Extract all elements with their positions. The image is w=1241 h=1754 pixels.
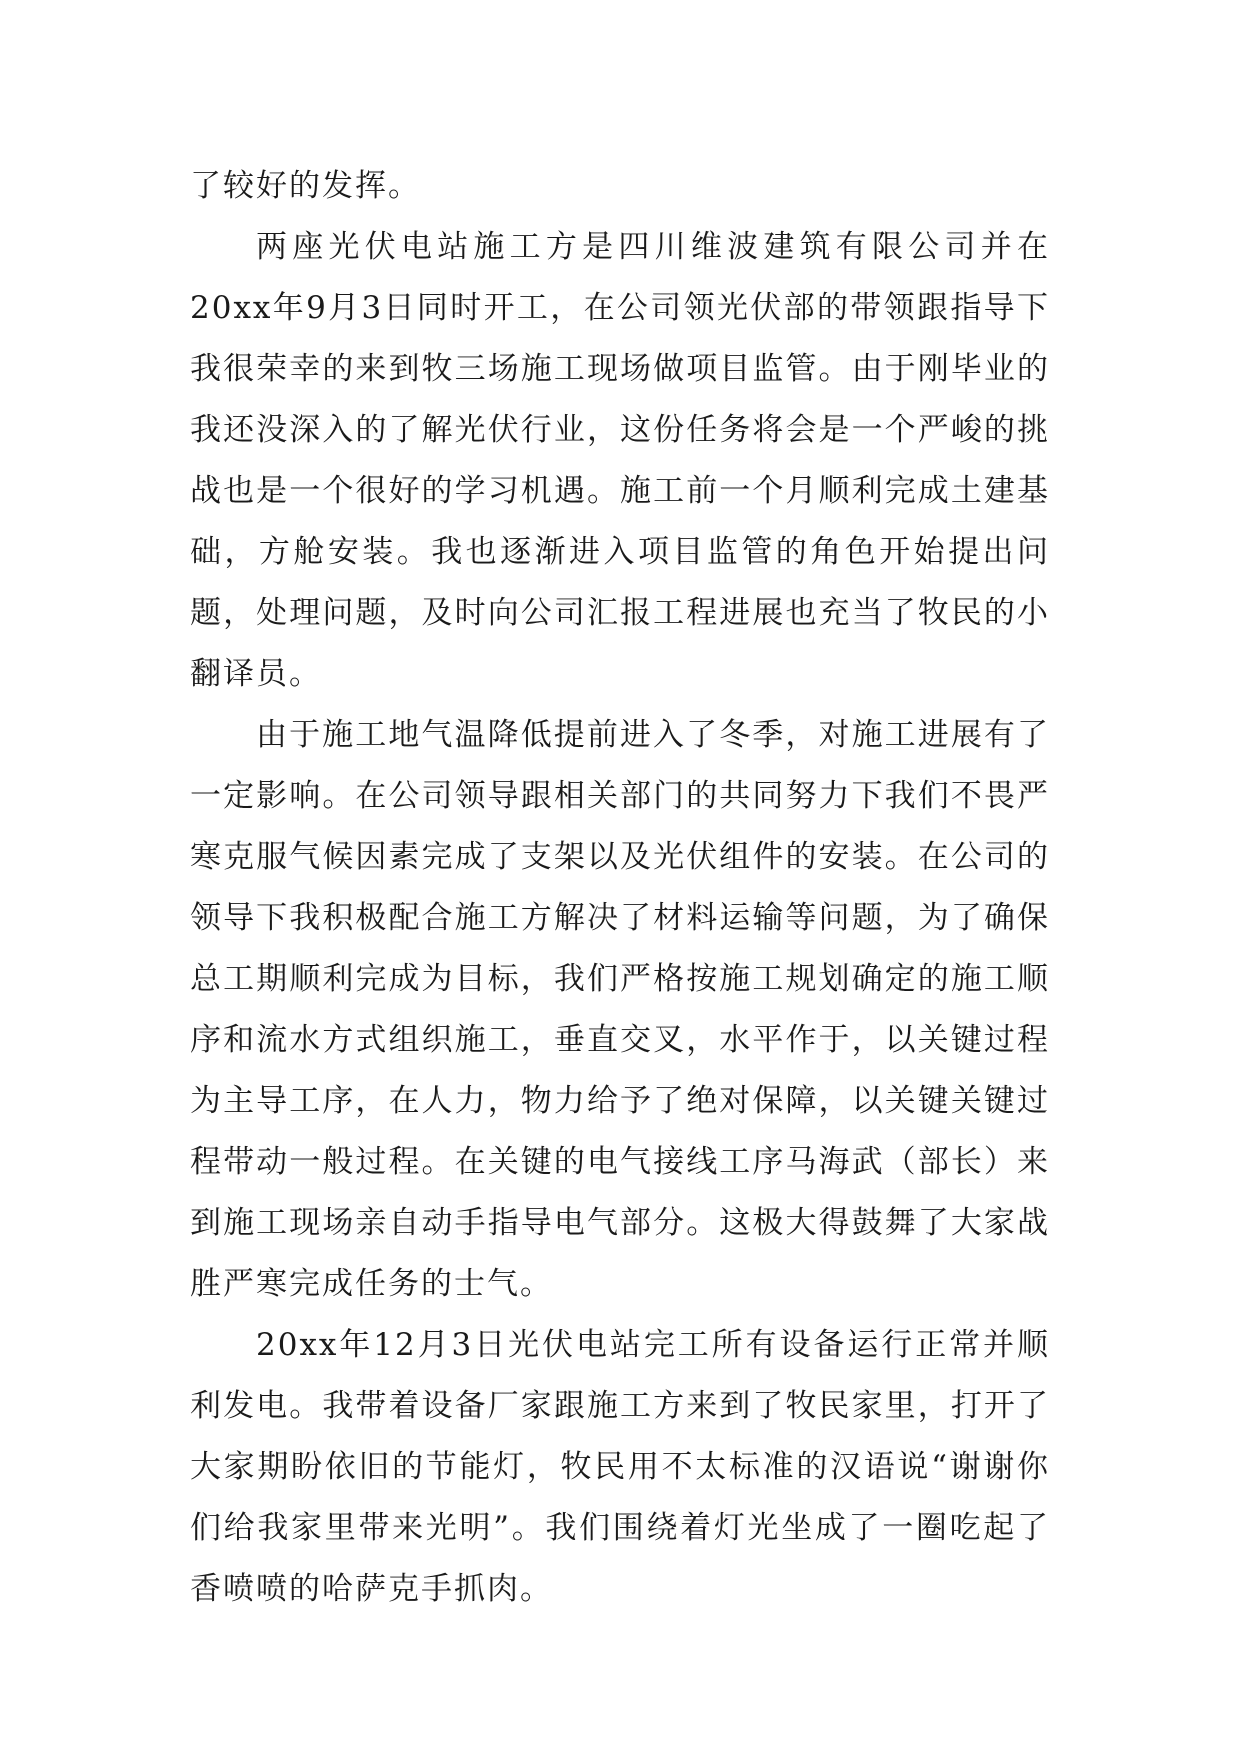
paragraph-construction-start: 两座光伏电站施工方是四川维波建筑有限公司并在20xx年9月3日同时开工，在公司领光伏部的带领跟指导下我很荣幸的来到牧三场施工现场做项目监管。由于刚毕业的我还没深入的了解光伏行业，这份任务将会是一个严峻的挑战也是一个很好的学习机遇。施工前一个月顺利完成土建基础，方舱安装。我也逐渐进入项目监管的角色开始提出问题，处理问题，及时向公司汇报工程进展也充当了牧民的小翻译员。	[190, 229, 1050, 692]
paragraph-winter-construction: 由于施工地气温降低提前进入了冬季，对施工进展有了一定影响。在公司领导跟相关部门的共同努力下我们不畏严寒克服气候因素完成了支架以及光伏组件的安装。在公司的领导下我积极配合施工方解决了材料运输等问题，为了确保总工期顺利完成为目标，我们严格按施工规划确定的施工顺序和流水方式组织施工，垂直交叉，水平作于，以关键过程为主导工序，在人力，物力给予了绝对保障，以关键关键过程带动一般过程。在关键的电气接线工序马海武（部长）来到施工现场亲自动手指导电气部分。这极大得鼓舞了大家战胜严寒完成任务的士气。	[190, 717, 1050, 1302]
document-body	[190, 156, 1050, 1620]
paragraph-continuation: 了较好的发挥。	[190, 168, 421, 204]
paragraph-completion: 20xx年12月3日光伏电站完工所有设备运行正常并顺利发电。我带着设备厂家跟施工方来到了牧民家里，打开了大家期盼依旧的节能灯，牧民用不太标准的汉语说“谢谢你们给我家里带来光明”。我们围绕着灯光坐成了一圈吃起了香喷喷的哈萨克手抓肉。	[190, 1327, 1050, 1607]
